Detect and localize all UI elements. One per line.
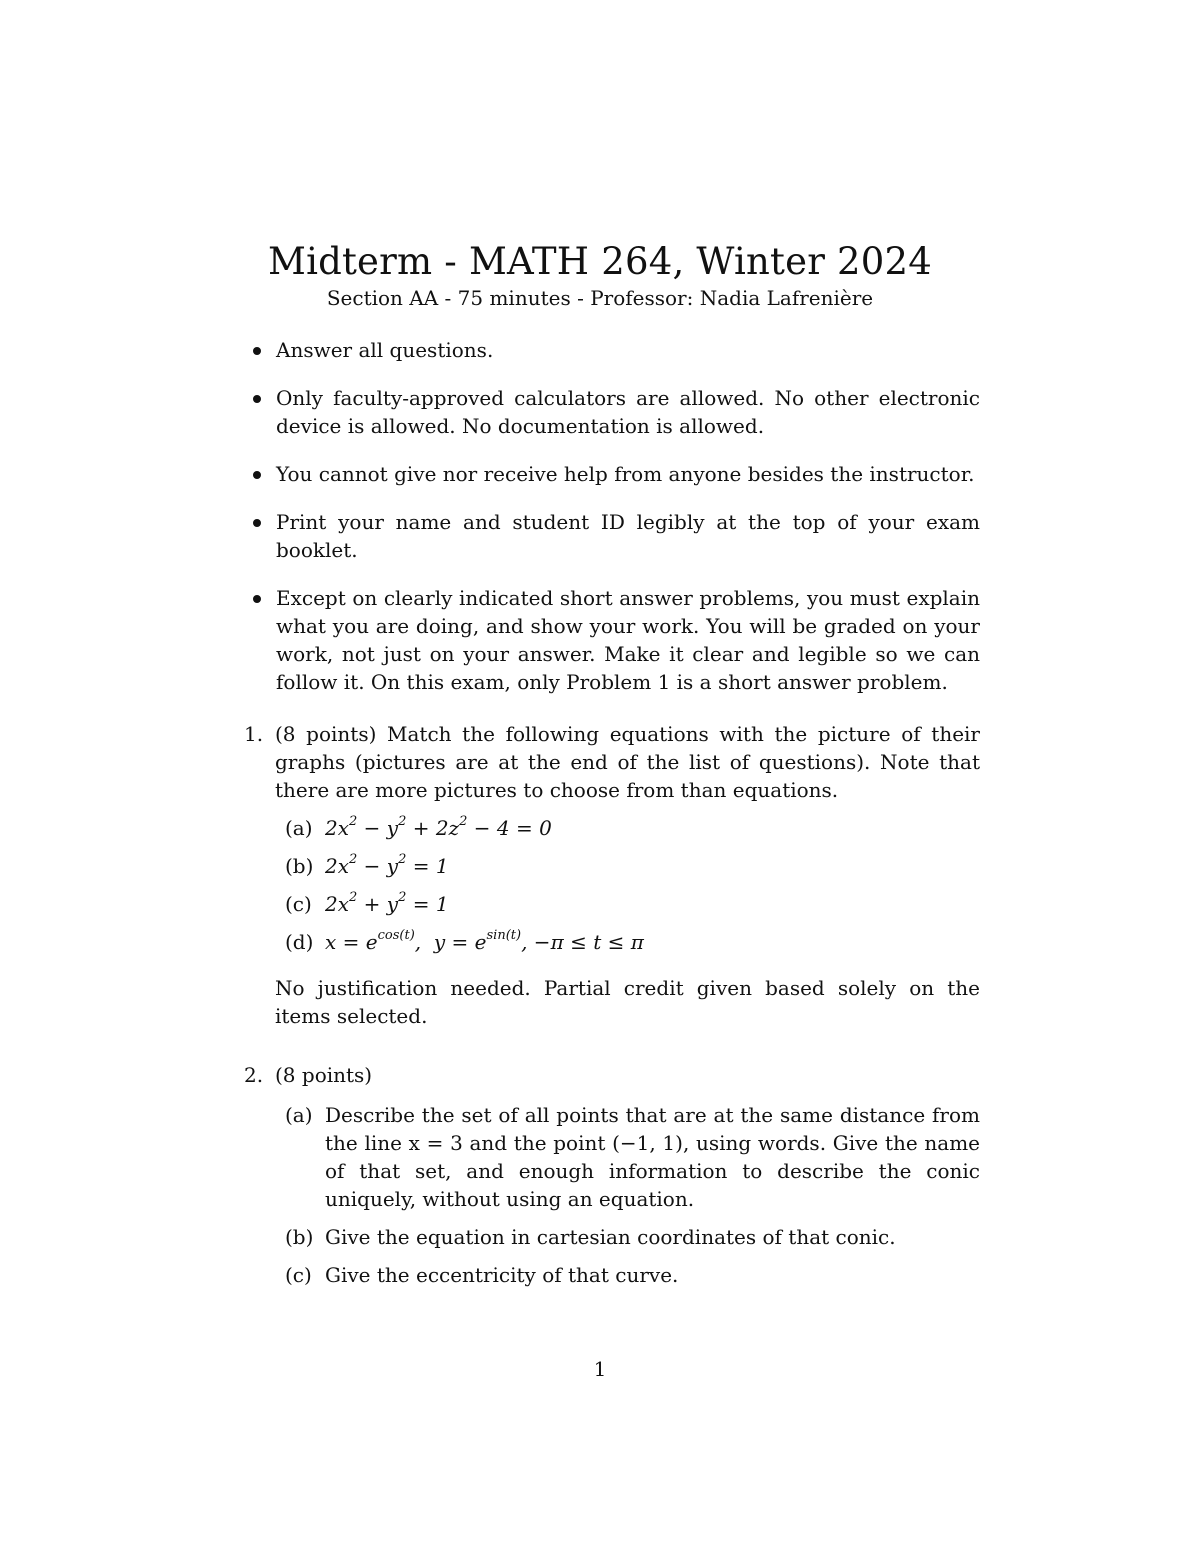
item-label: (b) (285, 854, 314, 878)
item-label: (c) (285, 1263, 312, 1287)
item-label: (c) (285, 892, 312, 916)
item-label: (a) (285, 1103, 313, 1127)
instruction-text: Except on clearly indicated short answer problems, you must explain what you are doing, and show your work. You will be graded on your work, not just on your answer. Make it clear and legible so we can follow it. On this exam, only Problem 1 is a short answer problem. (276, 586, 980, 694)
page-subtitle: Section AA - 75 minutes - Professor: Nadia Lafrenière (326, 286, 874, 310)
equation-item (275, 852, 980, 890)
equation-c: $2x^2 + y^2 = 1$ (325, 890, 449, 916)
instruction-text: Answer all questions. (276, 338, 494, 362)
bullet-icon (253, 595, 261, 603)
item-label: (d) (285, 930, 314, 954)
subquestion-text: Describe the set of all points that are at the same distance from the line x = 3 and the point (−1, 1), using words. Give the name of that set, and enough information to describe the conic uniquely, without using an equation. (325, 1103, 980, 1211)
instruction-text: Only faculty-approved calculators are allowed. No other electronic device is allowed. No documentation is allowed. (276, 386, 980, 438)
instruction-text: You cannot give nor receive help from anyone besides the instructor. (276, 462, 975, 486)
equation-item (275, 928, 980, 966)
instructions-list (250, 336, 980, 716)
equation-item (275, 814, 980, 852)
equation-item (275, 890, 980, 928)
equation-d: $x = e^{cos(t)}$, $y = e^{sin(t)}$, −π ≤ t ≤ π (325, 928, 644, 954)
problem-note: No justification needed. Partial credit given based solely on the items selected. (275, 976, 980, 1028)
bullet-icon (253, 471, 261, 479)
bullet-icon (253, 347, 261, 355)
page-number: 1 (593, 1357, 607, 1381)
subquestion-text: Give the equation in cartesian coordinates of that conic. (325, 1225, 896, 1249)
subquestion-item (275, 1101, 980, 1213)
problem-1 (244, 720, 980, 1030)
bullet-icon (253, 395, 261, 403)
item-label: (b) (285, 1225, 314, 1249)
subquestion-item (275, 1261, 980, 1289)
instruction-item (250, 508, 980, 564)
instruction-item (250, 336, 980, 364)
instruction-item (250, 460, 980, 488)
equation-list (275, 814, 980, 966)
problem-number: 2. (244, 1063, 264, 1087)
instruction-item (250, 384, 980, 440)
problem-intro: (8 points) Match the following equations with the picture of their graphs (pictures are at the end of the list of questions). Note that there are more pictures to choose from than equations. (275, 722, 980, 802)
equation-a: $2x^2 - y^2 + 2z^2 - 4 = 0$ (325, 814, 552, 840)
item-label: (a) (285, 816, 313, 840)
problem-number: 1. (244, 722, 264, 746)
problem-intro: (8 points) (275, 1063, 373, 1087)
subquestion-list (275, 1101, 980, 1289)
page-title: Midterm - MATH 264, Winter 2024 (267, 240, 933, 283)
instruction-item (250, 584, 980, 696)
problem-2 (244, 1061, 980, 1289)
instruction-text: Print your name and student ID legibly at the top of your exam booklet. (276, 510, 980, 562)
bullet-icon (253, 519, 261, 527)
subquestion-text: Give the eccentricity of that curve. (325, 1263, 679, 1287)
equation-b: $2x^2 - y^2 = 1$ (325, 852, 449, 878)
subquestion-item (275, 1223, 980, 1251)
